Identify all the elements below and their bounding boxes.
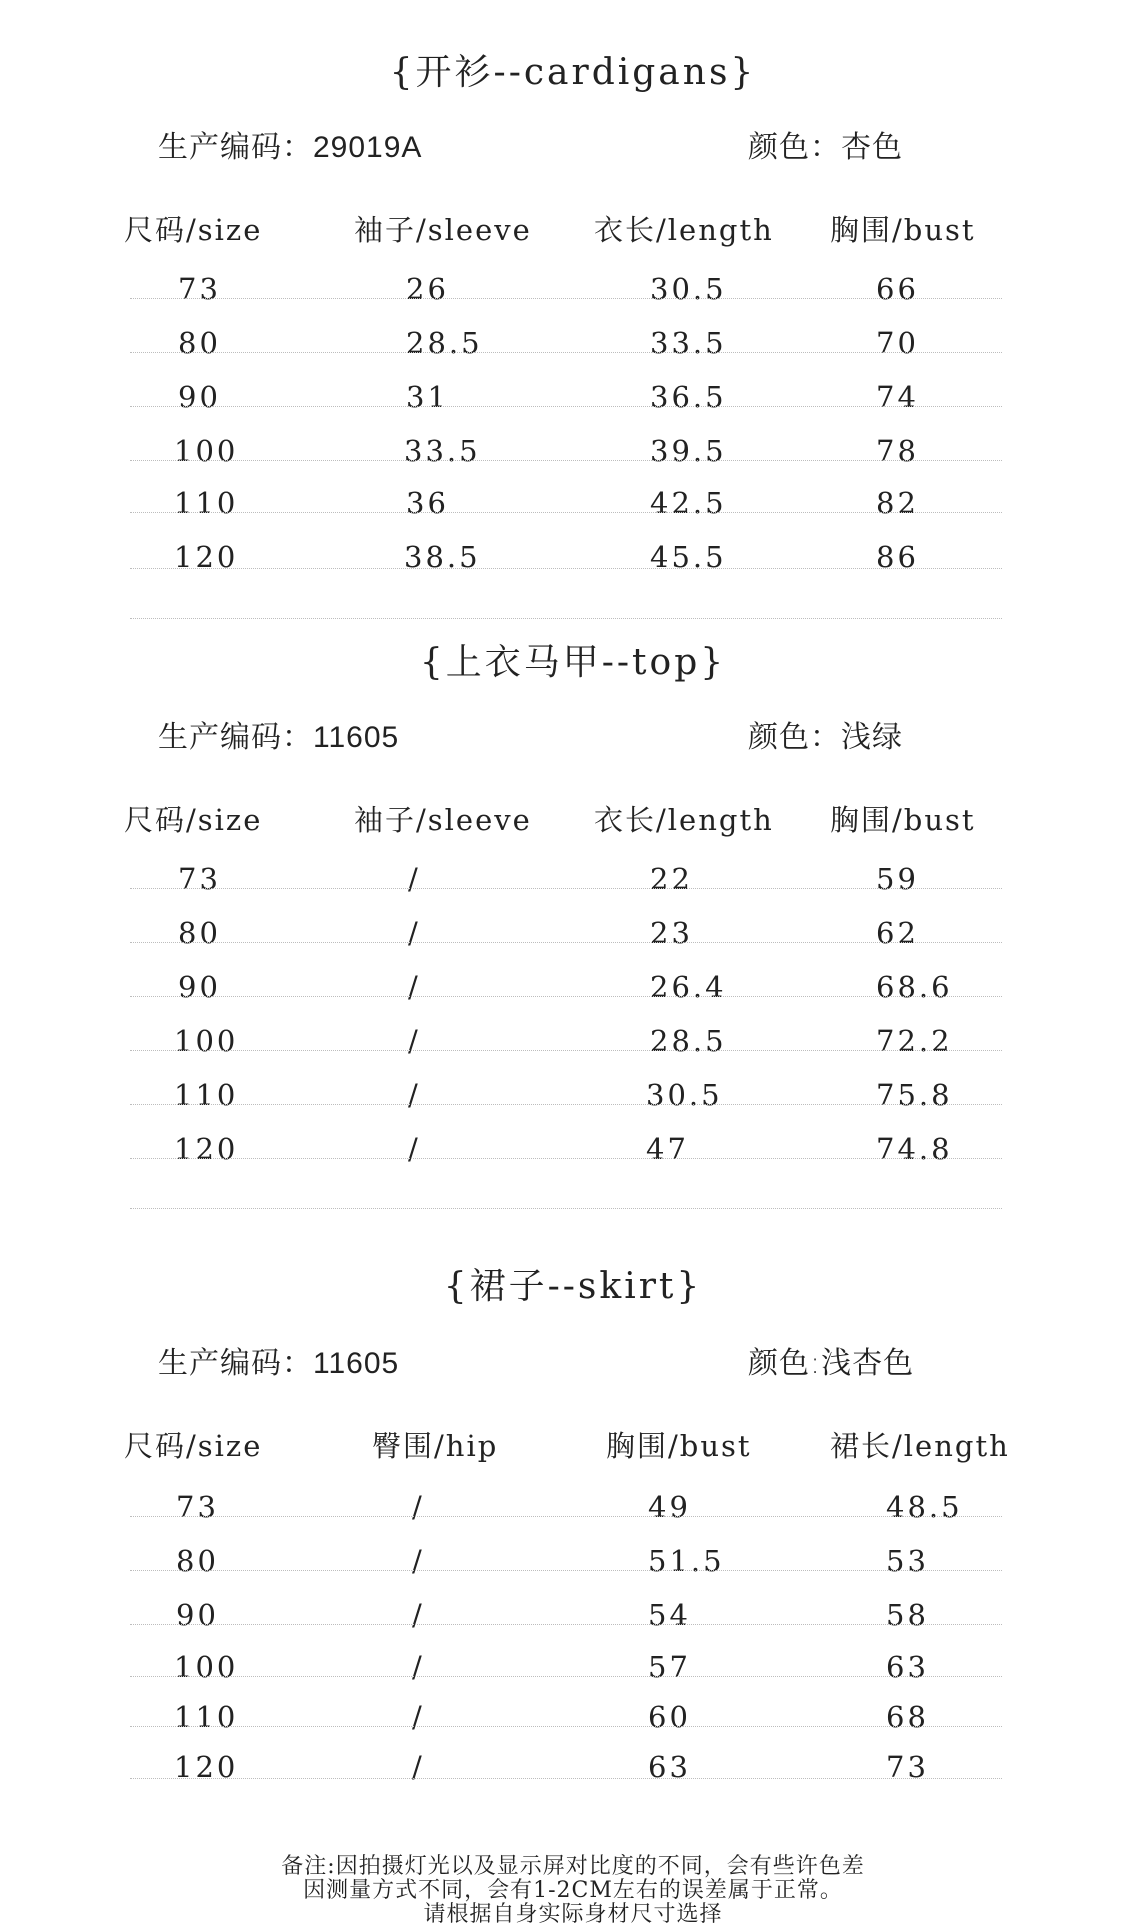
- bust-cell: 54: [648, 1598, 691, 1632]
- table-row: [0, 266, 1146, 320]
- table-row: [0, 374, 1146, 428]
- length-cell: 68: [886, 1700, 929, 1734]
- size-cell: 80: [178, 916, 221, 950]
- size-cell: 120: [174, 1750, 239, 1784]
- divider: [130, 406, 1002, 407]
- divider: [130, 568, 1002, 569]
- production-code-label: 生产编码：: [158, 720, 313, 755]
- length-cell: 42.5: [650, 486, 727, 520]
- bust-cell: 51.5: [648, 1544, 725, 1578]
- bust-cell: 70: [876, 326, 919, 360]
- header-sleeve: 袖子/sleeve: [354, 213, 532, 247]
- size-cell: 80: [178, 326, 221, 360]
- bust-cell: 62: [876, 916, 919, 950]
- divider: [130, 1516, 1002, 1517]
- length-cell: 23: [650, 916, 693, 950]
- divider: [130, 1726, 1002, 1727]
- size-cell: 120: [174, 1132, 239, 1166]
- bust-cell: 59: [876, 862, 919, 896]
- size-cell: 120: [174, 540, 239, 574]
- note-line-1: 备注:因拍摄灯光以及显示屏对比度的不同，会有些许色差: [281, 1854, 865, 1879]
- header-size: 尺码/size: [124, 803, 263, 837]
- bust-cell: 74: [876, 380, 919, 414]
- divider: [130, 460, 1002, 461]
- header-hip: 臀围/hip: [372, 1429, 499, 1463]
- table-row: [0, 534, 1146, 588]
- divider: [130, 618, 1002, 619]
- length-cell: 45.5: [650, 540, 727, 574]
- length-cell: 33.5: [650, 326, 727, 360]
- length-cell: 48.5: [886, 1490, 963, 1524]
- header-bust: 胸围/bust: [830, 213, 976, 247]
- table-row: [0, 856, 1146, 910]
- divider: [130, 512, 1002, 513]
- header-bust: 胸围/bust: [606, 1429, 752, 1463]
- size-cell: 73: [178, 862, 221, 896]
- size-cell: 90: [178, 380, 221, 414]
- divider: [130, 888, 1002, 889]
- length-cell: 28.5: [650, 1024, 727, 1058]
- table-row: [0, 910, 1146, 964]
- production-code-label: 生产编码：: [158, 1346, 313, 1381]
- table-row: [0, 1644, 1146, 1698]
- length-cell: 53: [886, 1544, 929, 1578]
- table-row: [0, 1072, 1146, 1126]
- size-cell: 80: [176, 1544, 219, 1578]
- size-cell: 73: [176, 1490, 219, 1524]
- hip-cell: /: [412, 1700, 425, 1734]
- production-code-value: 11605: [313, 1347, 400, 1380]
- hip-cell: /: [412, 1650, 425, 1684]
- sleeve-cell: /: [408, 1024, 421, 1058]
- size-cell: 100: [174, 434, 239, 468]
- header-size: 尺码/size: [124, 213, 263, 247]
- divider: [130, 1676, 1002, 1677]
- table-row: [0, 1484, 1146, 1538]
- hip-cell: /: [412, 1490, 425, 1524]
- note-line-2: 因测量方式不同，会有1-2CM左右的误差属于正常。: [303, 1878, 843, 1903]
- bust-cell: 75.8: [876, 1078, 953, 1112]
- bust-cell: 63: [648, 1750, 691, 1784]
- table-row: [0, 480, 1146, 534]
- size-cell: 100: [174, 1650, 239, 1684]
- production-code: [158, 122, 422, 166]
- size-cell: 100: [174, 1024, 239, 1058]
- color-value: 颜色：杏色: [748, 130, 903, 165]
- length-cell: 30.5: [646, 1078, 723, 1112]
- sleeve-cell: 33.5: [404, 434, 481, 468]
- length-cell: 58: [886, 1598, 929, 1632]
- color-label: [748, 122, 903, 166]
- table-row: [0, 1018, 1146, 1072]
- table-row: [0, 1126, 1146, 1180]
- size-cell: 73: [178, 272, 221, 306]
- hip-cell: /: [412, 1544, 425, 1578]
- divider: [130, 1104, 1002, 1105]
- header-length: 衣长/length: [594, 803, 774, 837]
- production-code: [158, 1338, 399, 1382]
- divider: [130, 1570, 1002, 1571]
- sleeve-cell: /: [408, 916, 421, 950]
- production-code-value: 11605: [313, 721, 400, 754]
- divider: [130, 1050, 1002, 1051]
- header-sleeve: 袖子/sleeve: [354, 803, 532, 837]
- sleeve-cell: 31: [406, 380, 449, 414]
- color-value: 颜色:浅杏色: [748, 1346, 915, 1381]
- section-title: {开衫--cardigans}: [389, 52, 757, 93]
- table-row: [0, 964, 1146, 1018]
- production-code: [158, 712, 399, 756]
- header-length: 裙长/length: [830, 1429, 1010, 1463]
- divider: [130, 1158, 1002, 1159]
- length-cell: 26.4: [650, 970, 727, 1004]
- length-cell: 47: [646, 1132, 689, 1166]
- color-label: [748, 1338, 914, 1382]
- length-cell: 36.5: [650, 380, 727, 414]
- size-cell: 90: [176, 1598, 219, 1632]
- bust-cell: 60: [648, 1700, 691, 1734]
- sleeve-cell: /: [408, 1078, 421, 1112]
- header-length: 衣长/length: [594, 213, 774, 247]
- size-cell: 110: [174, 1078, 239, 1112]
- divider: [130, 1778, 1002, 1779]
- sleeve-cell: 28.5: [406, 326, 483, 360]
- length-cell: 22: [650, 862, 693, 896]
- table-row: [0, 1744, 1146, 1798]
- divider: [130, 942, 1002, 943]
- length-cell: 73: [886, 1750, 929, 1784]
- bust-cell: 66: [876, 272, 919, 306]
- bust-cell: 78: [876, 434, 919, 468]
- table-row: [0, 1538, 1146, 1592]
- sleeve-cell: 26: [406, 272, 449, 306]
- header-size: 尺码/size: [124, 1429, 263, 1463]
- sleeve-cell: /: [408, 1132, 421, 1166]
- divider: [130, 996, 1002, 997]
- hip-cell: /: [412, 1598, 425, 1632]
- color-value: 颜色：浅绿: [748, 720, 903, 755]
- length-cell: 30.5: [650, 272, 727, 306]
- production-code-value: 29019A: [313, 131, 423, 164]
- divider: [130, 352, 1002, 353]
- divider: [130, 1208, 1002, 1209]
- bust-cell: 68.6: [876, 970, 953, 1004]
- bust-cell: 72.2: [876, 1024, 953, 1058]
- divider: [130, 298, 1002, 299]
- table-row: [0, 1694, 1146, 1748]
- size-cell: 110: [174, 1700, 239, 1734]
- note-line-3: 请根据自身实际身材尺寸选择: [423, 1902, 723, 1927]
- production-code-label: 生产编码：: [158, 130, 313, 165]
- table-row: [0, 320, 1146, 374]
- sleeve-cell: /: [408, 862, 421, 896]
- sleeve-cell: 38.5: [404, 540, 481, 574]
- size-cell: 90: [178, 970, 221, 1004]
- length-cell: 63: [886, 1650, 929, 1684]
- bust-cell: 74.8: [876, 1132, 953, 1166]
- bust-cell: 86: [876, 540, 919, 574]
- bust-cell: 57: [648, 1650, 691, 1684]
- section-title: {上衣马甲--top}: [419, 642, 727, 683]
- length-cell: 39.5: [650, 434, 727, 468]
- section-title: {裙子--skirt}: [443, 1266, 703, 1307]
- hip-cell: /: [412, 1750, 425, 1784]
- table-row: [0, 428, 1146, 482]
- sleeve-cell: /: [408, 970, 421, 1004]
- divider: [130, 1624, 1002, 1625]
- bust-cell: 49: [648, 1490, 691, 1524]
- header-bust: 胸围/bust: [830, 803, 976, 837]
- color-label: [748, 712, 903, 756]
- table-row: [0, 1592, 1146, 1646]
- bust-cell: 82: [876, 486, 919, 520]
- size-cell: 110: [174, 486, 239, 520]
- sleeve-cell: 36: [406, 486, 449, 520]
